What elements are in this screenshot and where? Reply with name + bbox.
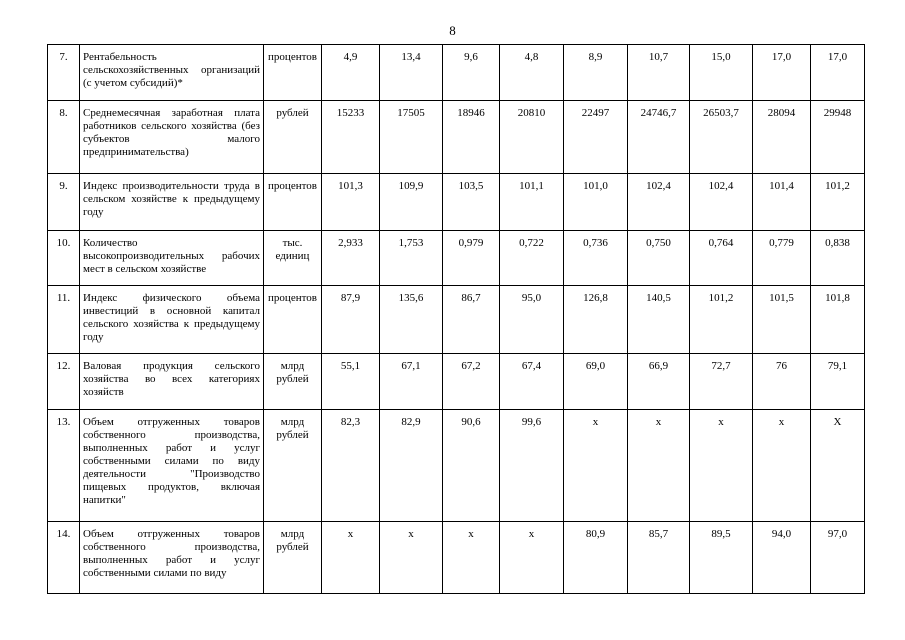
- value-cell: 102,4: [690, 174, 753, 231]
- table-row: [48, 522, 865, 594]
- value-cell: 85,7: [628, 522, 690, 594]
- value-cell: 94,0: [753, 522, 811, 594]
- table-row: [48, 45, 865, 101]
- value-cell: 22497: [564, 101, 628, 174]
- indicators-table: [47, 44, 865, 594]
- indicator-name: Индекс производительности труда в сельском хозяйстве к предыдущему году: [80, 174, 264, 231]
- value-cell: 101,0: [564, 174, 628, 231]
- indicator-name: Объем отгруженных товаров собственного производства, выполненных работ и услуг собственными силами по виду деятельности "Производство пищевых продуктов, включая напитки": [80, 410, 264, 522]
- value-cell: 17,0: [753, 45, 811, 101]
- table-body: [48, 45, 865, 594]
- row-number: 7.: [48, 45, 80, 101]
- unit-of-measure: млрд рублей: [264, 522, 322, 594]
- unit-of-measure: тыс. единиц: [264, 231, 322, 286]
- indicator-name: Индекс физического объема инвестиций в основной капитал сельского хозяйства к предыдущему году: [80, 286, 264, 354]
- row-number: 14.: [48, 522, 80, 594]
- value-cell: 17505: [380, 101, 443, 174]
- value-cell: 18946: [443, 101, 500, 174]
- value-cell: 0,779: [753, 231, 811, 286]
- value-cell: 109,9: [380, 174, 443, 231]
- unit-of-measure: млрд рублей: [264, 410, 322, 522]
- indicator-name: Среднемесячная заработная плата работников сельского хозяйства (без субъектов малого предпринимательства): [80, 101, 264, 174]
- row-number: 10.: [48, 231, 80, 286]
- value-cell: 76: [753, 354, 811, 410]
- value-cell: 4,8: [500, 45, 564, 101]
- unit-of-measure: процентов: [264, 286, 322, 354]
- table-row: [48, 101, 865, 174]
- value-cell: 28094: [753, 101, 811, 174]
- value-cell: 102,4: [628, 174, 690, 231]
- value-cell: 15,0: [690, 45, 753, 101]
- value-cell: 89,5: [690, 522, 753, 594]
- value-cell: 87,9: [322, 286, 380, 354]
- value-cell: 97,0: [811, 522, 865, 594]
- row-number: 13.: [48, 410, 80, 522]
- value-cell: 90,6: [443, 410, 500, 522]
- value-cell: 67,2: [443, 354, 500, 410]
- value-cell: x: [322, 522, 380, 594]
- value-cell: 140,5: [628, 286, 690, 354]
- value-cell: 0,838: [811, 231, 865, 286]
- unit-of-measure: рублей: [264, 101, 322, 174]
- value-cell: 101,2: [690, 286, 753, 354]
- value-cell: 0,736: [564, 231, 628, 286]
- unit-of-measure: процентов: [264, 174, 322, 231]
- value-cell: 26503,7: [690, 101, 753, 174]
- row-number: 11.: [48, 286, 80, 354]
- value-cell: 82,9: [380, 410, 443, 522]
- value-cell: 15233: [322, 101, 380, 174]
- value-cell: 69,0: [564, 354, 628, 410]
- unit-of-measure: млрд рублей: [264, 354, 322, 410]
- value-cell: 9,6: [443, 45, 500, 101]
- value-cell: 135,6: [380, 286, 443, 354]
- value-cell: x: [628, 410, 690, 522]
- value-cell: 0,764: [690, 231, 753, 286]
- value-cell: 10,7: [628, 45, 690, 101]
- row-number: 8.: [48, 101, 80, 174]
- page-number: 8: [449, 23, 456, 38]
- unit-of-measure: процентов: [264, 45, 322, 101]
- value-cell: 29948: [811, 101, 865, 174]
- value-cell: 67,4: [500, 354, 564, 410]
- value-cell: 80,9: [564, 522, 628, 594]
- value-cell: 66,9: [628, 354, 690, 410]
- table-row: [48, 354, 865, 410]
- value-cell: 101,8: [811, 286, 865, 354]
- value-cell: 17,0: [811, 45, 865, 101]
- indicator-name: Рентабельность сельскохозяйственных организаций (с учетом субсидий)*: [80, 45, 264, 101]
- value-cell: 8,9: [564, 45, 628, 101]
- row-number: 12.: [48, 354, 80, 410]
- value-cell: x: [564, 410, 628, 522]
- value-cell: 67,1: [380, 354, 443, 410]
- indicator-name: Валовая продукция сельского хозяйства во всех категориях хозяйств: [80, 354, 264, 410]
- value-cell: 82,3: [322, 410, 380, 522]
- value-cell: X: [811, 410, 865, 522]
- value-cell: x: [443, 522, 500, 594]
- value-cell: 101,4: [753, 174, 811, 231]
- table-row: [48, 231, 865, 286]
- value-cell: 99,6: [500, 410, 564, 522]
- value-cell: x: [690, 410, 753, 522]
- value-cell: 0,722: [500, 231, 564, 286]
- value-cell: 79,1: [811, 354, 865, 410]
- value-cell: 72,7: [690, 354, 753, 410]
- indicator-name: Объем отгруженных товаров собственного производства, выполненных работ и услуг собственными силами по виду: [80, 522, 264, 594]
- value-cell: x: [500, 522, 564, 594]
- value-cell: x: [380, 522, 443, 594]
- value-cell: 101,1: [500, 174, 564, 231]
- value-cell: 55,1: [322, 354, 380, 410]
- value-cell: 103,5: [443, 174, 500, 231]
- value-cell: 2,933: [322, 231, 380, 286]
- value-cell: 101,3: [322, 174, 380, 231]
- value-cell: 1,753: [380, 231, 443, 286]
- value-cell: 0,750: [628, 231, 690, 286]
- value-cell: 95,0: [500, 286, 564, 354]
- table-row: [48, 286, 865, 354]
- table-row: [48, 174, 865, 231]
- value-cell: 24746,7: [628, 101, 690, 174]
- value-cell: 4,9: [322, 45, 380, 101]
- value-cell: 13,4: [380, 45, 443, 101]
- value-cell: 101,2: [811, 174, 865, 231]
- value-cell: 86,7: [443, 286, 500, 354]
- value-cell: 0,979: [443, 231, 500, 286]
- value-cell: x: [753, 410, 811, 522]
- row-number: 9.: [48, 174, 80, 231]
- value-cell: 126,8: [564, 286, 628, 354]
- value-cell: 20810: [500, 101, 564, 174]
- value-cell: 101,5: [753, 286, 811, 354]
- indicator-name: Количество высокопроизводительных рабочих мест в сельском хозяйстве: [80, 231, 264, 286]
- table-row: [48, 410, 865, 522]
